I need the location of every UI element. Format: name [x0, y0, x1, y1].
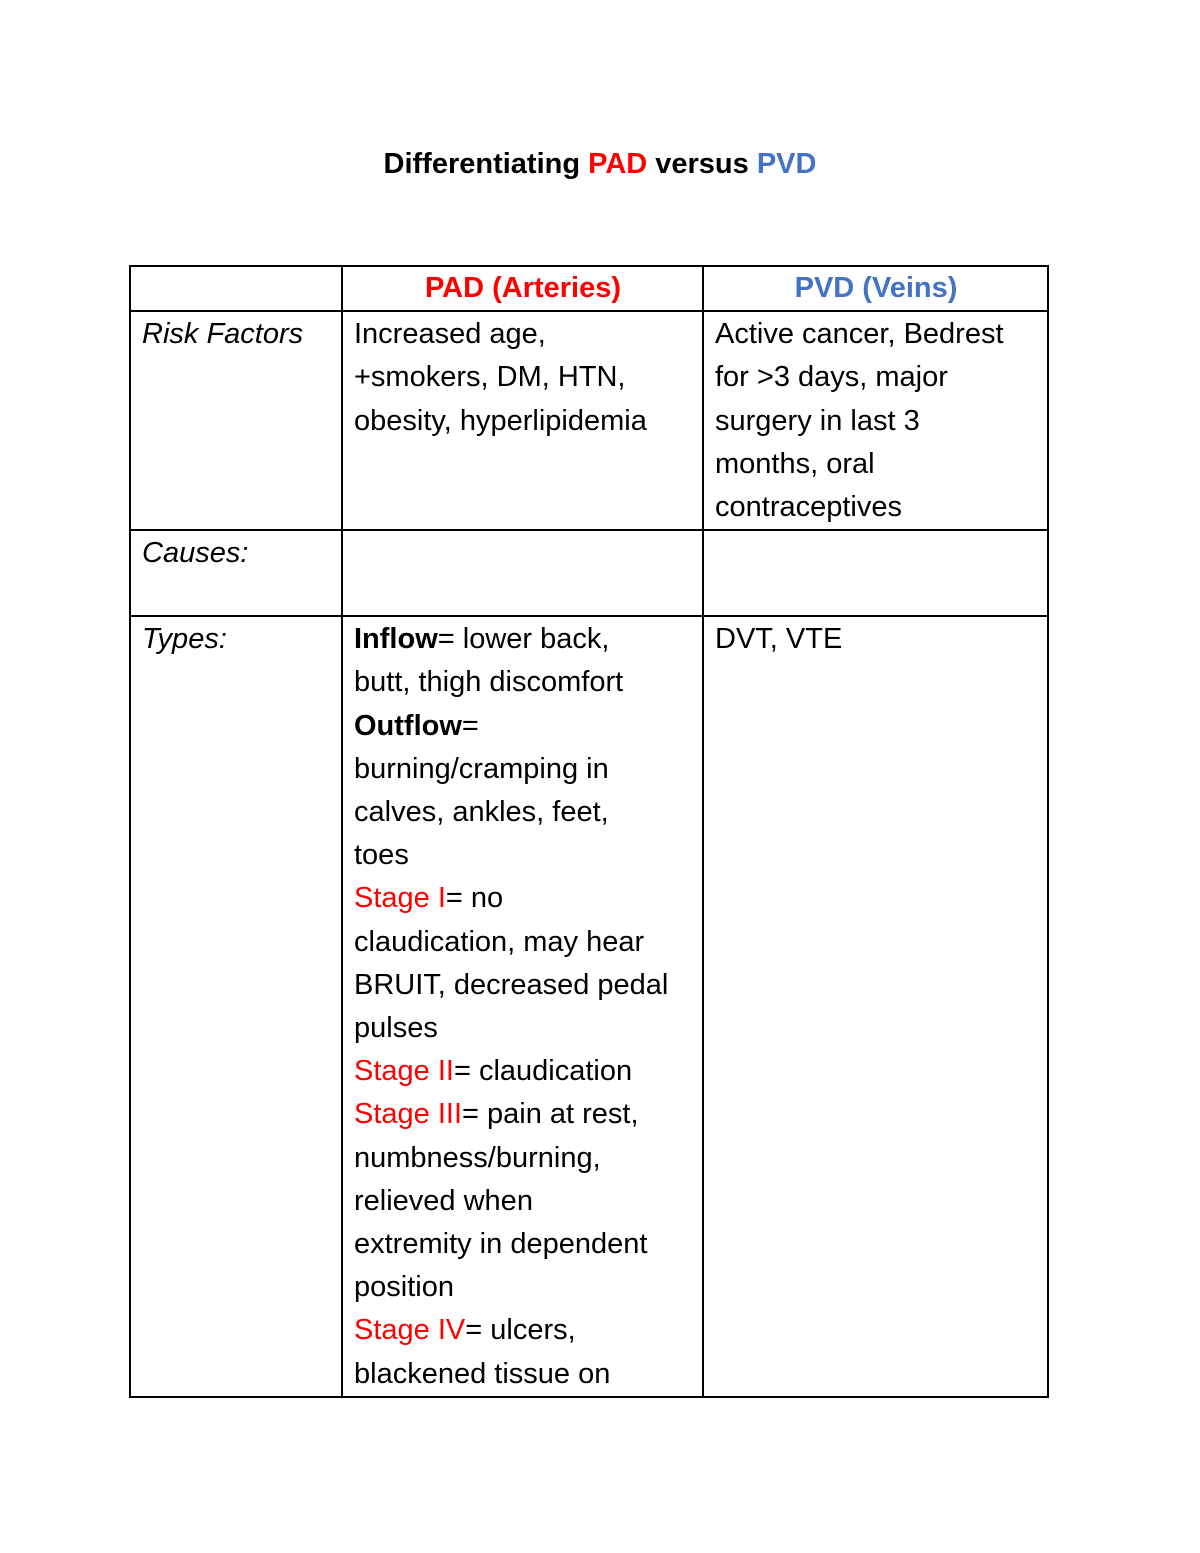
text-line: +smokers, DM, HTN,: [354, 361, 626, 394]
text-line: blackened tissue on: [354, 1357, 611, 1390]
text-line: BRUIT, decreased pedal: [354, 968, 669, 1001]
outflow-desc: =: [461, 709, 479, 742]
text-line: claudication, may hear: [354, 925, 645, 958]
text-line: extremity in dependent: [354, 1228, 648, 1261]
stage4-term: Stage IV: [354, 1314, 466, 1347]
stage1-term: Stage I: [354, 882, 446, 915]
cell-pad-types: [342, 616, 703, 1397]
inflow-term: Inflow: [354, 623, 438, 656]
cell-pvd-causes: [703, 530, 1048, 616]
text-line: months, oral: [715, 447, 875, 480]
stage2-line: [354, 1050, 692, 1093]
outflow-term: Outflow: [354, 709, 462, 742]
row-label-causes: Causes:: [130, 530, 342, 616]
cell-pvd-types: DVT, VTE: [703, 616, 1048, 1397]
table-row-types: [130, 616, 1048, 1397]
title-prefix: Differentiating: [383, 148, 589, 180]
text-line: surgery in last 3: [715, 404, 920, 437]
text-line: obesity, hyperlipidemia: [354, 404, 647, 437]
stage2-term: Stage II: [354, 1055, 454, 1088]
header-empty-cell: [130, 266, 342, 311]
row-label-risk-factors: Risk Factors: [130, 311, 342, 530]
title-pvd: PVD: [756, 148, 817, 180]
text-line: contraceptives: [715, 491, 902, 524]
table-header-row: [130, 266, 1048, 311]
outflow-line: [354, 705, 692, 748]
text-line: pulses: [354, 1012, 438, 1045]
text-line: for >3 days, major: [715, 361, 948, 394]
header-pvd: PVD (Veins): [703, 266, 1048, 311]
page-title: [0, 146, 1200, 182]
cell-pad-risk-factors: [342, 311, 703, 530]
text-line: calves, ankles, feet,: [354, 796, 609, 829]
stage3-line: [354, 1093, 692, 1136]
title-pad: PAD: [588, 148, 648, 180]
stage3-term: Stage III: [354, 1098, 463, 1131]
stage4-line: [354, 1309, 692, 1352]
stage2-desc: = claudication: [453, 1055, 633, 1088]
text-line: butt, thigh discomfort: [354, 666, 624, 699]
stage3-desc: = pain at rest,: [462, 1098, 639, 1131]
text-line: toes: [354, 839, 409, 872]
text-line: Active cancer, Bedrest: [715, 318, 1004, 351]
cell-pad-causes: [342, 530, 703, 616]
stage1-desc: = no: [445, 882, 504, 915]
text-line: Increased age,: [354, 318, 546, 351]
stage4-desc: = ulcers,: [465, 1314, 576, 1347]
inflow-desc: = lower back,: [437, 623, 610, 656]
cell-pvd-risk-factors: [703, 311, 1048, 530]
text-line: numbness/burning,: [354, 1141, 601, 1174]
text-line: position: [354, 1271, 454, 1304]
header-pad: PAD (Arteries): [342, 266, 703, 311]
table-row-causes: [130, 530, 1048, 616]
table-row-risk-factors: [130, 311, 1048, 530]
stage1-line: [354, 877, 692, 920]
comparison-table: [129, 265, 1049, 1398]
text-line: relieved when: [354, 1184, 533, 1217]
row-label-types: Types:: [130, 616, 342, 1397]
inflow-line: [354, 618, 692, 661]
text-line: burning/cramping in: [354, 752, 609, 785]
title-middle: versus: [647, 148, 757, 180]
